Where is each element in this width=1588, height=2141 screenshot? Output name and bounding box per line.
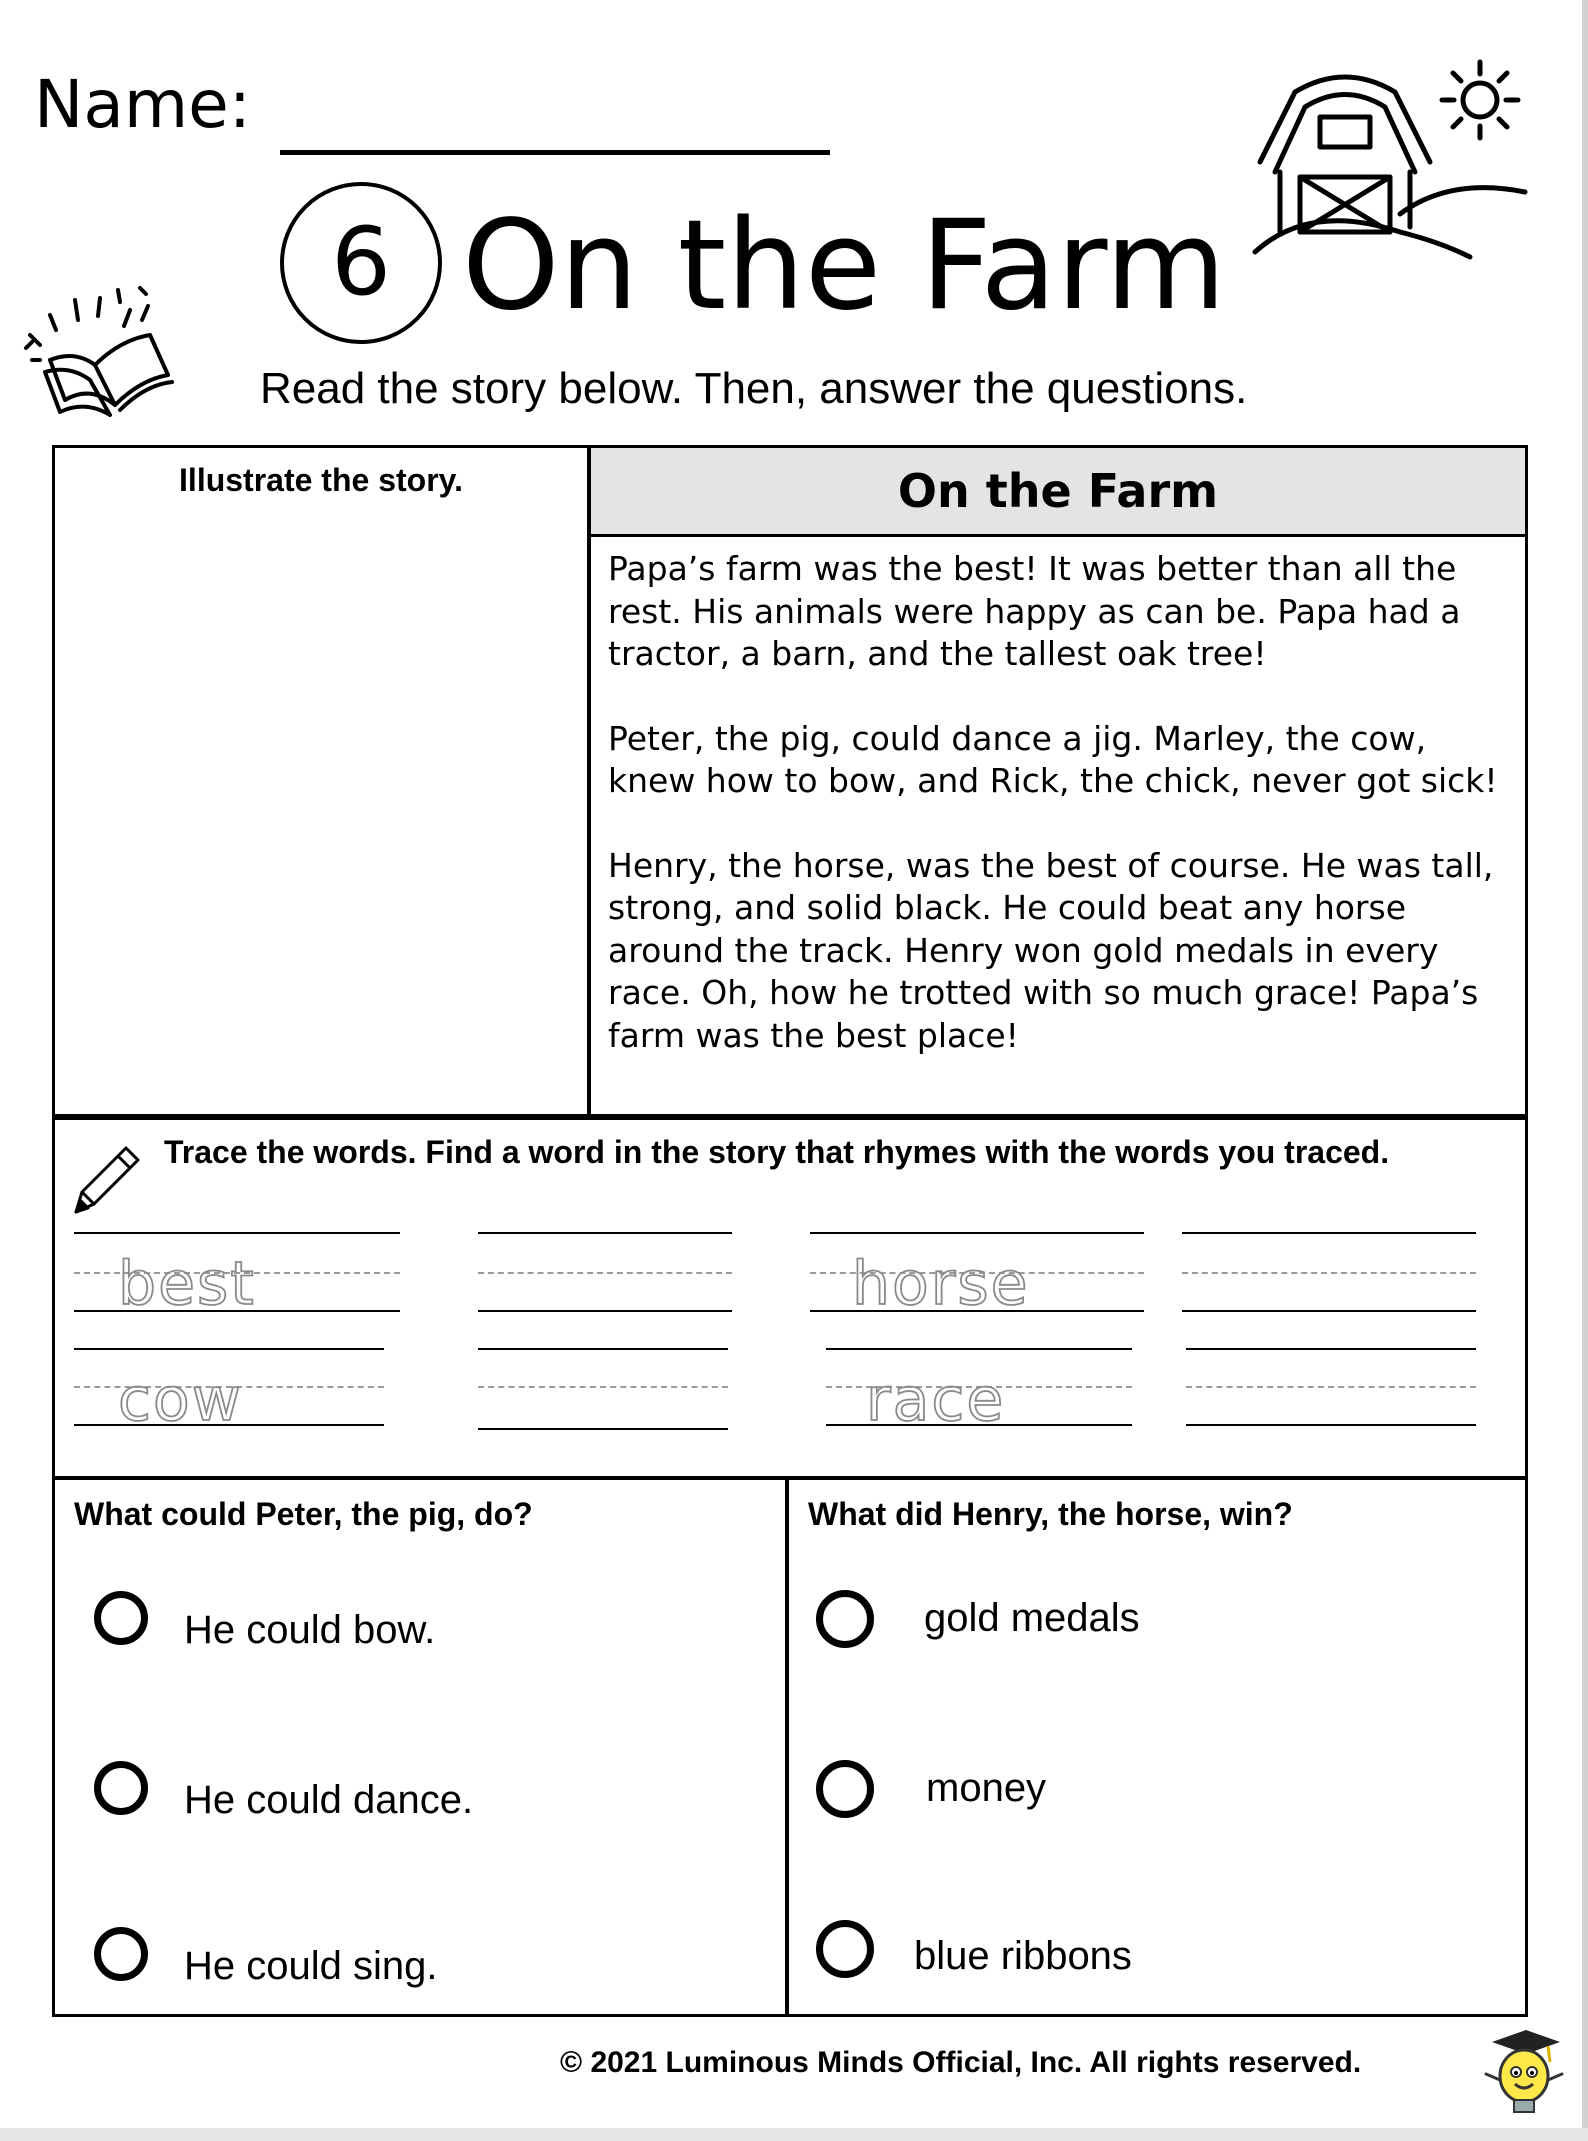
question-title-2: What did Henry, the horse, win? (808, 1496, 1293, 1532)
story-text (608, 548, 1508, 1099)
handwriting-top-line (810, 1232, 1144, 1234)
illustrate-label: Illustrate the story. (179, 462, 463, 498)
radio-button[interactable] (94, 1761, 148, 1815)
radio-button[interactable] (816, 1920, 874, 1978)
radio-button[interactable] (816, 1590, 874, 1648)
story-paragraph: Peter, the pig, could dance a jig. Marley, the cow, knew how to bow, and Rick, the chick, never got sick! (608, 718, 1498, 800)
handwriting-top-line (74, 1348, 384, 1350)
handwriting-mid-line (1186, 1386, 1476, 1388)
worksheet-number (280, 182, 442, 344)
radio-button[interactable] (94, 1927, 148, 1981)
trace-word-best[interactable]: best (118, 1249, 256, 1319)
answer-option[interactable] (94, 1582, 435, 1653)
answer-option[interactable] (816, 1590, 1140, 1648)
answer-line[interactable] (1186, 1424, 1476, 1426)
story-title-text: On the Farm (897, 464, 1219, 518)
page-edge (1582, 0, 1588, 2141)
instructions: Read the story below. Then, answer the questions. (260, 364, 1248, 413)
trace-word-race[interactable]: race (866, 1365, 1006, 1435)
answer-option[interactable] (94, 1752, 473, 1823)
lightbulb-mascot-icon (1474, 2018, 1574, 2118)
trace-word-horse[interactable]: horse (852, 1249, 1030, 1319)
option-label: He could dance. (184, 1778, 474, 1822)
answer-line[interactable] (478, 1428, 728, 1430)
open-book-icon (20, 280, 180, 430)
handwriting-mid-line (1182, 1272, 1476, 1274)
answer-line[interactable] (1182, 1310, 1476, 1312)
option-label: He could bow. (184, 1608, 436, 1652)
name-line[interactable] (280, 150, 830, 155)
option-label: blue ribbons (914, 1934, 1132, 1978)
name-label: Name: (34, 66, 251, 143)
story-title (588, 445, 1528, 537)
handwriting-top-line (826, 1348, 1132, 1350)
copyright-footer: © 2021 Luminous Minds Official, Inc. All rights reserved. (560, 2046, 1362, 2079)
trace-word-cow[interactable]: cow (118, 1365, 243, 1435)
option-label: gold medals (924, 1595, 1140, 1640)
handwriting-top-line (478, 1232, 732, 1234)
answer-option[interactable] (816, 1760, 1046, 1818)
handwriting-mid-line (478, 1272, 732, 1274)
handwriting-top-line (1186, 1348, 1476, 1350)
story-paragraph: Papa’s farm was the best! It was better than all the rest. His animals were happy as can be. Papa had a tractor, a barn, and the tallest oak tree! (608, 549, 1461, 673)
worksheet-number-text: 6 (331, 208, 391, 317)
barn-icon (1250, 52, 1530, 272)
story-paragraph: Henry, the horse, was the best of course. He was tall, strong, and solid black. He could beat any horse around the track. Henry won gold medals in every race. Oh, how he trotted with so much grace! Papa’s farm was the best place! (608, 845, 1494, 1055)
handwriting-mid-line (478, 1386, 728, 1388)
page-edge (0, 2128, 1588, 2141)
handwriting-top-line (478, 1348, 728, 1350)
answer-option[interactable] (94, 1918, 437, 1989)
option-label: He could sing. (184, 1944, 438, 1988)
radio-button[interactable] (94, 1591, 148, 1645)
question-title-1: What could Peter, the pig, do? (74, 1496, 533, 1532)
handwriting-top-line (74, 1232, 400, 1234)
trace-instructions: Trace the words. Find a word in the story that rhymes with the words you traced. (164, 1134, 1390, 1170)
illustrate-area[interactable] (52, 445, 590, 1117)
option-label: money (926, 1765, 1047, 1810)
answer-line[interactable] (478, 1310, 732, 1312)
answer-option[interactable] (816, 1918, 1132, 1979)
handwriting-top-line (1182, 1232, 1476, 1234)
radio-button[interactable] (816, 1760, 874, 1818)
page-title: On the Farm (462, 194, 1227, 338)
pencil-icon (68, 1140, 144, 1220)
